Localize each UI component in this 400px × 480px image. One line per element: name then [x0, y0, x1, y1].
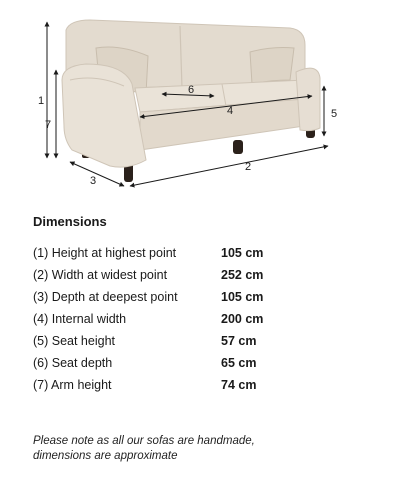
dimension-value: 105 cm	[221, 290, 264, 304]
dimension-label: (3) Depth at deepest point	[33, 290, 178, 304]
table-row	[33, 286, 263, 308]
dimension-label: (2) Width at widest point	[33, 268, 168, 282]
depth-label: 3	[90, 175, 97, 187]
table-row	[33, 242, 263, 264]
sofa-illustration	[62, 20, 320, 182]
dimensions-heading: Dimensions	[33, 214, 107, 229]
note-line: Please note as all our sofas are handmade,	[33, 435, 255, 447]
dimension-label: (4) Internal width	[33, 312, 127, 326]
handmade-note	[33, 434, 255, 464]
dimension-label: (1) Height at highest point	[33, 246, 177, 260]
dimension-value: 200 cm	[221, 312, 264, 326]
width-dimension-line	[130, 146, 328, 186]
internal-width-label: 4	[227, 105, 234, 117]
table-row	[33, 352, 263, 374]
table-row	[33, 330, 263, 352]
dimension-value: 105 cm	[221, 246, 264, 260]
height-label: 1	[38, 95, 45, 107]
dimension-label: (5) Seat height	[33, 334, 115, 348]
seat-height-label: 5	[331, 108, 338, 120]
sofa-dimension-diagram	[0, 0, 400, 200]
dimension-value: 252 cm	[221, 268, 264, 282]
note-line: dimensions are approximate	[33, 450, 178, 462]
seat-depth-label: 6	[188, 84, 195, 96]
dimension-value: 65 cm	[221, 356, 257, 370]
dimension-value: 74 cm	[221, 378, 257, 392]
table-row	[33, 264, 263, 286]
dimension-label: (7) Arm height	[33, 378, 112, 392]
dimension-value: 57 cm	[221, 334, 257, 348]
arm-height-label: 7	[45, 119, 52, 131]
table-row	[33, 374, 263, 396]
width-label: 2	[245, 161, 252, 173]
dimensions-table	[33, 242, 263, 396]
dimension-label: (6) Seat depth	[33, 356, 113, 370]
table-row	[33, 308, 263, 330]
